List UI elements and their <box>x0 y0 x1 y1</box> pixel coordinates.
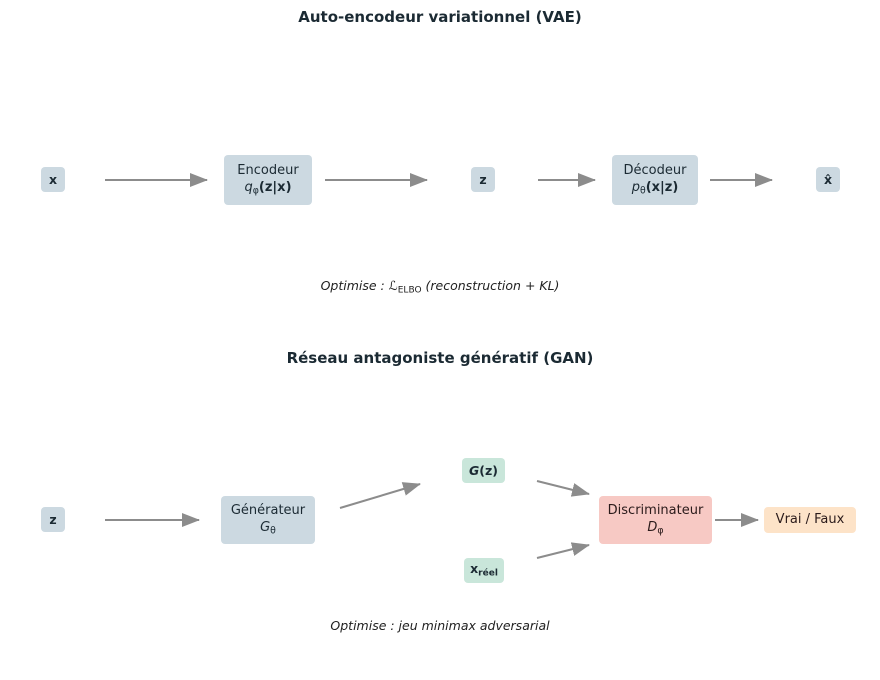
gan-input-label: z <box>49 511 57 527</box>
gan-discriminator-node <box>599 496 712 544</box>
vae-input-label: x <box>48 171 58 187</box>
vae-encoder-args: (z|x) <box>258 179 292 195</box>
gan-discriminator-formula <box>647 520 663 537</box>
gan-discriminator-phi: φ <box>657 524 664 536</box>
vae-encoder-node <box>224 155 312 205</box>
vae-input-node <box>41 167 65 192</box>
vae-encoder-phi: φ <box>252 184 259 196</box>
gan-generator-node <box>221 496 315 544</box>
arrow-xreel-to-discriminator <box>537 545 589 558</box>
gan-generator-formula <box>260 520 276 537</box>
vae-decoder-node <box>612 155 698 205</box>
gan-generator-label: Générateur <box>230 503 306 519</box>
gan-verdict-label: Vrai / Faux <box>775 511 845 527</box>
gan-real-sample-x: x <box>470 561 479 577</box>
vae-decoder-formula <box>632 180 679 197</box>
vae-output-label: x̂ <box>823 171 833 187</box>
gan-discriminator-d: D <box>647 519 658 535</box>
gan-verdict-node <box>764 507 856 533</box>
vae-encoder-formula <box>244 180 291 197</box>
gan-real-sample-label <box>470 561 498 580</box>
gan-fake-sample-args: (z) <box>479 462 498 478</box>
vae-decoder-theta: θ <box>639 184 646 196</box>
vae-caption-tail: (reconstruction + KL) <box>421 278 560 293</box>
vae-caption <box>0 278 880 295</box>
gan-fake-sample-node <box>462 458 505 483</box>
gan-fake-sample-label <box>469 463 498 479</box>
vae-latent-label: z <box>479 171 487 187</box>
arrow-gz-to-discriminator <box>537 481 589 494</box>
gan-generator-theta: θ <box>270 524 276 536</box>
vae-caption-loss: ℒ <box>388 278 398 293</box>
vae-decoder-args: (x|z) <box>645 179 679 195</box>
gan-caption: Optimise : jeu minimax adversarial <box>330 618 550 633</box>
vae-caption-lead: Optimise : <box>320 278 389 293</box>
vae-output-node <box>816 167 840 192</box>
gan-input-node <box>41 507 65 532</box>
gan-section-title: Réseau antagoniste génératif (GAN) <box>286 349 594 367</box>
gan-real-sample-sub: réel <box>478 568 498 579</box>
gan-discriminator-label: Discriminateur <box>607 503 704 519</box>
gan-fake-sample-g: G <box>469 462 480 478</box>
arrow-generator-to-gz <box>340 484 420 508</box>
vae-decoder-p: p <box>631 179 640 195</box>
vae-encoder-label: Encodeur <box>237 163 299 179</box>
vae-latent-node <box>471 167 495 192</box>
vae-encoder-q: q <box>244 179 253 195</box>
gan-generator-g: G <box>260 519 271 535</box>
vae-caption-loss-sub: ELBO <box>397 285 422 296</box>
vae-section-title: Auto-encodeur variationnel (VAE) <box>298 8 582 26</box>
gan-real-sample-node <box>464 558 504 583</box>
vae-decoder-label: Décodeur <box>623 163 687 179</box>
